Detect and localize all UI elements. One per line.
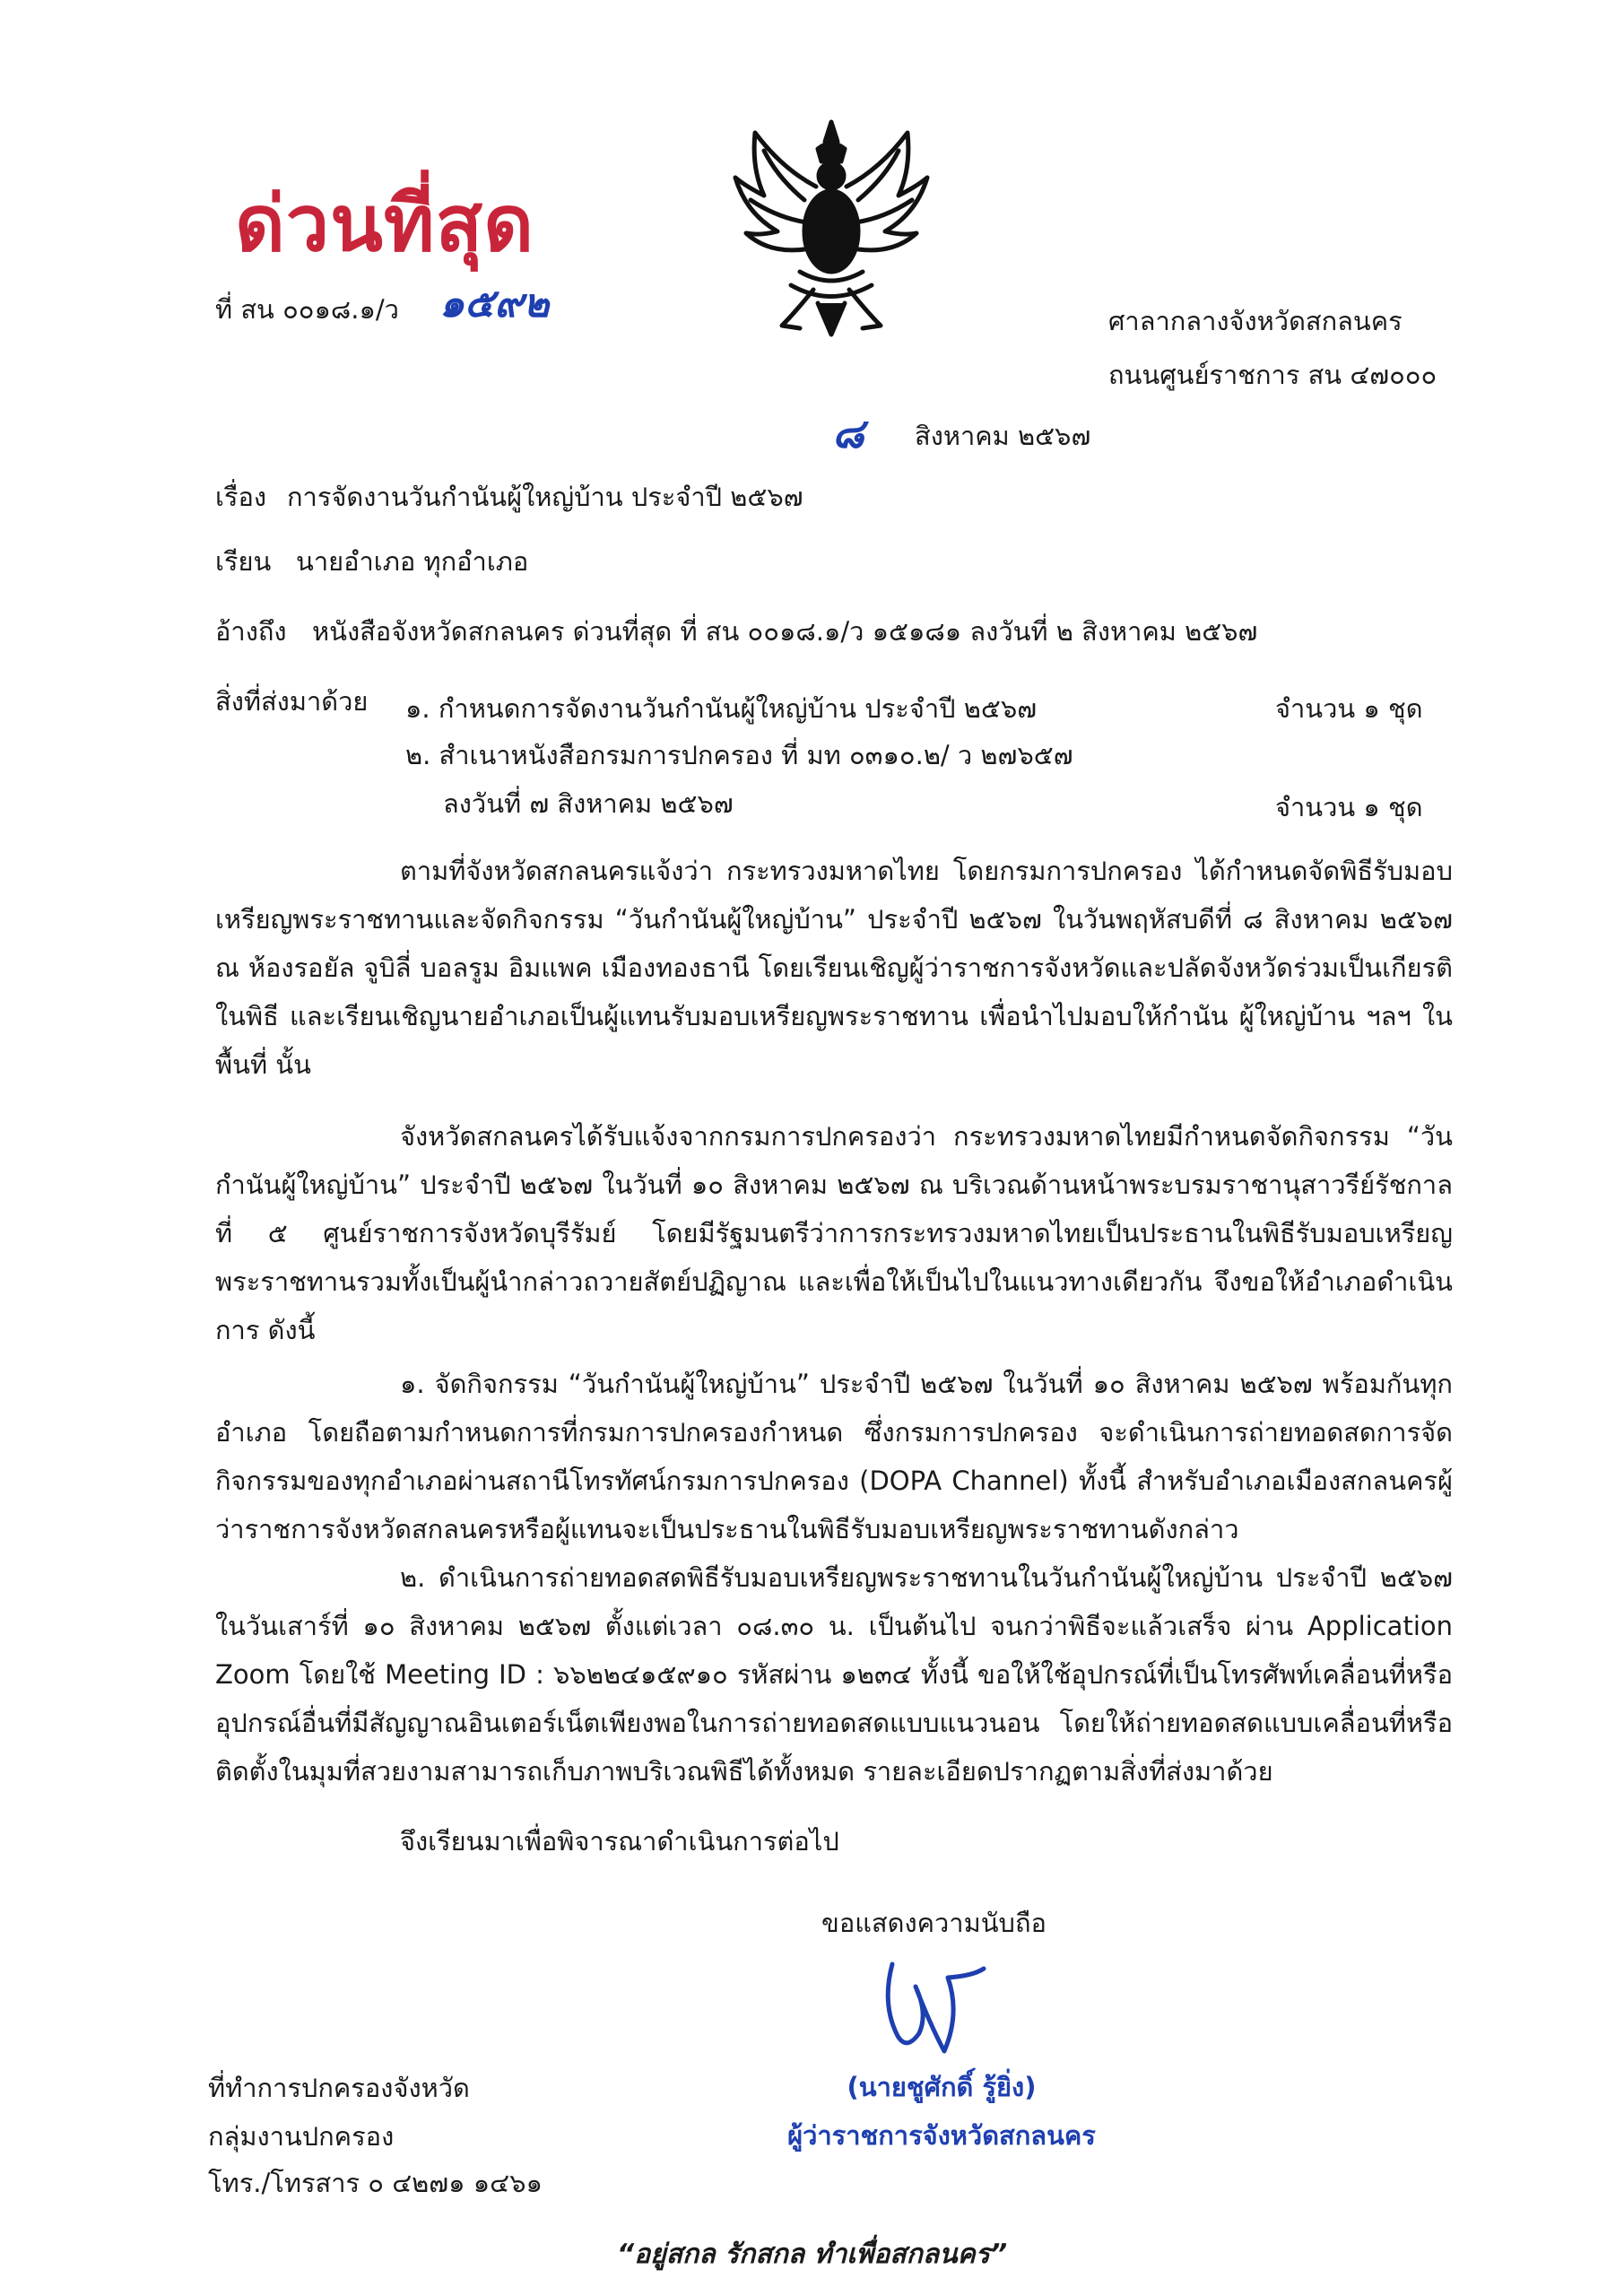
body-paragraph-2: จังหวัดสกลนครได้รับแจ้งจากกรมการปกครองว่า กระทรวงมหาดไทยมีกำหนดจัดกิจกรรม “วันกำนันผู้ใหญ่บ้าน” ประจำปี ๒๕๖๗ ในวันที่ ๑๐ สิงหาคม ๒๕๖๗ ณ บริเวณด้านหน้าพระบรมราชานุสาวรีย์รัชกาลที่ ๕ ศูนย์ราชการจังหวัดบุรีรัมย์ โดยมีรัฐมนตรีว่าการกระทรวงมหาดไทยเป็นประธานในพิธีรับมอบเหรียญพระราชทานรวมทั้งเป็นผู้นำกล่าวถวายสัตย์ปฏิญาณ และเพื่อให้เป็นไปในแนวทางเดียวกัน จึงขอให้อำเภอดำเนินการ ดังนี้	[215, 1121, 1453, 1345]
date-month-year: สิงหาคม ๒๕๖๗	[915, 421, 1091, 451]
urgency-stamp: ด่วนที่สุด	[235, 179, 534, 269]
to-label: เรียน	[215, 546, 272, 577]
signer-title: ผู้ว่าราชการจังหวัดสกลนคร	[787, 2120, 1096, 2151]
closing-salutation: ขอแสดงความนับถือ	[821, 1908, 1046, 1938]
body-paragraph-closing: จึงเรียนมาเพื่อพิจารณาดำเนินการต่อไป	[400, 1826, 839, 1857]
enclosure-item-1: ๑. กำหนดการจัดงานวันกำนันผู้ใหญ่บ้าน ประจำปี ๒๕๖๗	[405, 693, 1038, 724]
subject-label: เรื่อง	[215, 482, 267, 512]
contact-phone: โทร./โทรสาร ๐ ๔๒๗๑ ๑๔๖๑	[208, 2168, 543, 2198]
signature-icon	[874, 1951, 991, 2067]
to-text: นายอำเภอ ทุกอำเภอ	[296, 546, 529, 577]
subject-text: การจัดงานวันกำนันผู้ใหญ่บ้าน ประจำปี ๒๕๖๗	[287, 482, 803, 512]
doc-number-handwritten: ๑๕๙๒	[439, 281, 550, 326]
body-paragraph-3: ๑. จัดกิจกรรม “วันกำนันผู้ใหญ่บ้าน” ประจำปี ๒๕๖๗ ในวันที่ ๑๐ สิงหาคม ๒๕๖๗ พร้อมกันทุกอำเภอ โดยถือตามกำหนดการที่กรมการปกครองกำหนด ซึ่งกรมการปกครอง จะดำเนินการถ่ายทอดสดการจัดกิจกรรมของทุกอำเภอผ่านสถานีโทรทัศน์กรมการปกครอง (DOPA Channel) ทั้งนี้ สำหรับอำเภอเมืองสกลนครผู้ว่าราชการจังหวัดสกลนครหรือผู้แทนจะเป็นประธานในพิธีรับมอบเหรียญพระราชทานดังกล่าว	[215, 1369, 1453, 1544]
date-day-handwritten: ๘	[832, 409, 864, 457]
body-paragraph-1: ตามที่จังหวัดสกลนครแจ้งว่า กระทรวงมหาดไทย โดยกรมการปกครอง ได้กำหนดจัดพิธีรับมอบเหรียญพระราชทานและจัดกิจกรรม “วันกำนันผู้ใหญ่บ้าน” ประจำปี ๒๕๖๗ ในวันพฤหัสบดีที่ ๘ สิงหาคม ๒๕๖๗ ณ ห้องรอยัล จูบิลี่ บอลรูม อิมแพค เมืองทองธานี โดยเรียนเชิญผู้ว่าราชการจังหวัดและปลัดจังหวัดร่วมเป็นเกียรติในพิธี และเรียนเชิญนายอำเภอเป็นผู้แทนรับมอบเหรียญพระราชทาน เพื่อนำไปมอบให้กำนัน ผู้ใหญ่บ้าน ฯลฯ ในพื้นที่ นั้น	[215, 856, 1453, 1080]
reference-label: อ้างถึง	[215, 616, 287, 647]
enclosure-item-2-qty: จำนวน ๑ ชุด	[1275, 792, 1423, 822]
body-paragraph-4: ๒. ดำเนินการถ่ายทอดสดพิธีรับมอบเหรียญพระราชทานในวันกำนันผู้ใหญ่บ้าน ประจำปี ๒๕๖๗ ในวันเสาร์ที่ ๑๐ สิงหาคม ๒๕๖๗ ตั้งแต่เวลา ๐๘.๓๐ น. เป็นต้นไป จนกว่าพิธีจะแล้วเสร็จ ผ่าน Application Zoom โดยใช้ Meeting ID : ๖๖๒๒๔๑๕๙๑๐ รหัสผ่าน ๑๒๓๔ ทั้งนี้ ขอให้ใช้อุปกรณ์ที่เป็นโทรศัพท์เคลื่อนที่หรืออุปกรณ์อื่นที่มีสัญญาณอินเตอร์เน็ตเพียงพอในการถ่ายทอดสดแบบแนวนอน โดยให้ถ่ายทอดสดแบบเคลื่อนที่หรือติดตั้งในมุมที่สวยงามสามารถเก็บภาพบริเวณพิธีได้ทั้งหมด รายละเอียดปรากฏตามสิ่งที่ส่งมาด้วย	[215, 1562, 1453, 1787]
doc-number-prefix: ที่ สน ๐๐๑๘.๑/ว	[215, 294, 399, 325]
contact-office: ที่ทำการปกครองจังหวัด	[208, 2073, 470, 2103]
contact-section: กลุ่มงานปกครอง	[208, 2121, 395, 2152]
enclosure-item-2-line2: ลงวันที่ ๗ สิงหาคม ๒๕๖๗	[443, 788, 734, 819]
enclosure-item-1-qty: จำนวน ๑ ชุด	[1275, 693, 1423, 724]
enclosure-item-2: ๒. สำเนาหนังสือกรมการปกครอง ที่ มท ๐๓๑๐.๒/ ว ๒๗๖๕๗	[405, 740, 1073, 770]
garuda-emblem-icon	[728, 115, 934, 344]
enclosures-label: สิ่งที่ส่งมาด้วย	[215, 686, 369, 717]
signer-name: (นายชูศักดิ์ รู้ยิ่ง)	[847, 2072, 1037, 2102]
office-line-2: ถนนศูนย์ราชการ สน ๔๗๐๐๐	[1108, 360, 1437, 390]
office-line-1: ศาลากลางจังหวัดสกลนคร	[1108, 306, 1403, 336]
footer-slogan: “อยู่สกล รักสกล ทำเพื่อสกลนคร”	[616, 2239, 1008, 2270]
reference-text: หนังสือจังหวัดสกลนคร ด่วนที่สุด ที่ สน ๐๐๑๘.๑/ว ๑๕๑๘๑ ลงวันที่ ๒ สิงหาคม ๒๕๖๗	[312, 616, 1258, 647]
